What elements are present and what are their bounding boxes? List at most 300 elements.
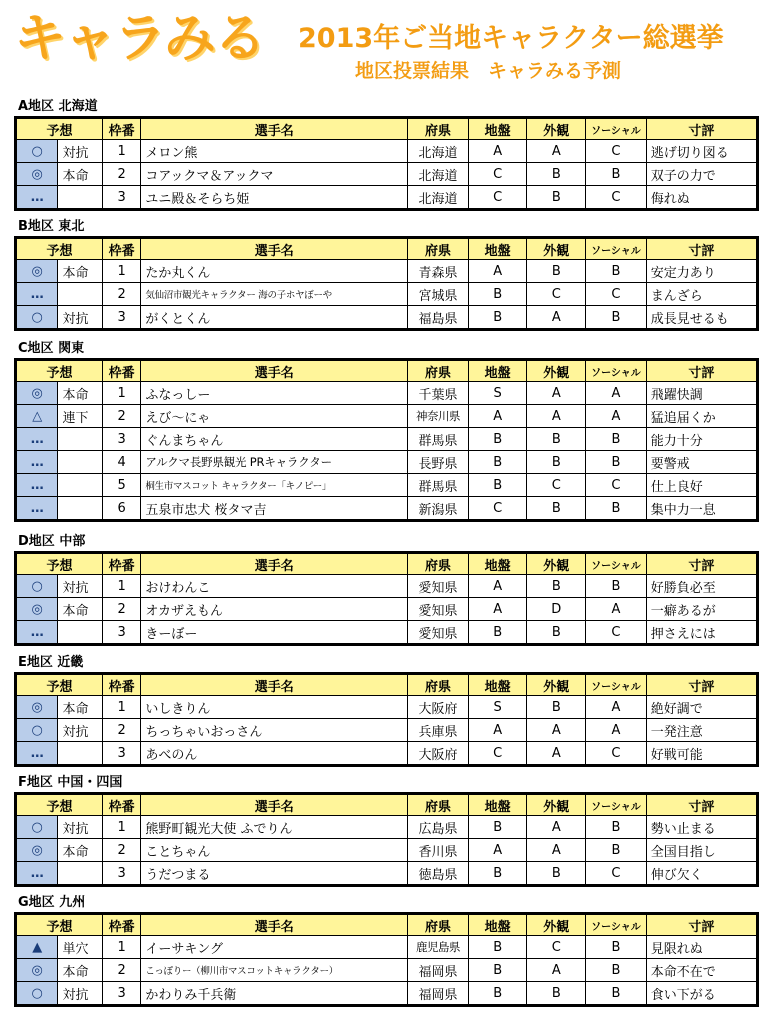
jiban-rating: A (468, 839, 527, 862)
column-header-social: ソーシャル (586, 118, 647, 140)
table-row (16, 382, 758, 405)
waku-number: 2 (102, 163, 140, 186)
comment: 伸び欠く (646, 862, 757, 886)
prediction-mark: ▲ (16, 936, 58, 959)
comment: 集中力一息 (646, 497, 757, 521)
gaikan-rating: C (527, 936, 586, 959)
character-name: メロン熊 (141, 140, 408, 163)
social-rating: B (586, 428, 647, 451)
prefecture: 大阪府 (408, 742, 469, 766)
waku-number: 1 (102, 696, 140, 719)
region-table (14, 912, 759, 1007)
jiban-rating: B (468, 816, 527, 839)
prediction-mark: … (16, 497, 58, 521)
column-header-waku: 枠番 (102, 360, 140, 382)
waku-number: 1 (102, 936, 140, 959)
comment: 勢い止まる (646, 816, 757, 839)
column-header-name: 選手名 (141, 794, 408, 816)
social-rating: B (586, 936, 647, 959)
prefecture: 新潟県 (408, 497, 469, 521)
social-rating: A (586, 382, 647, 405)
waku-number: 2 (102, 839, 140, 862)
header-row (16, 553, 758, 575)
character-name: がくとくん (141, 306, 408, 330)
prediction-mark: ○ (16, 575, 58, 598)
column-header-jiban: 地盤 (468, 794, 527, 816)
prefecture: 兵庫県 (408, 719, 469, 742)
jiban-rating: S (468, 382, 527, 405)
social-rating: B (586, 306, 647, 330)
prediction-label (58, 186, 102, 210)
jiban-rating: C (468, 163, 527, 186)
character-name: 気仙沼市観光キャラクター 海の子ホヤぼーや (141, 283, 408, 306)
column-header-prediction: 予想 (16, 674, 103, 696)
region-table (14, 358, 759, 522)
comment: 安定力あり (646, 260, 757, 283)
column-header-jiban: 地盤 (468, 914, 527, 936)
column-header-comment: 寸評 (646, 360, 757, 382)
gaikan-rating: B (527, 696, 586, 719)
column-header-pref: 府県 (408, 238, 469, 260)
header-row (16, 118, 758, 140)
comment: 絶好調で (646, 696, 757, 719)
region-title: F地区 中国・四国 (18, 775, 123, 790)
gaikan-rating: B (527, 163, 586, 186)
prediction-label: 本命 (58, 959, 102, 982)
prediction-label: 単穴 (58, 936, 102, 959)
jiban-rating: B (468, 451, 527, 474)
prediction-mark: ◎ (16, 839, 58, 862)
column-header-jiban: 地盤 (468, 238, 527, 260)
column-header-comment: 寸評 (646, 674, 757, 696)
character-name: コアックマ＆アックマ (141, 163, 408, 186)
column-header-name: 選手名 (141, 238, 408, 260)
table-row (16, 306, 758, 330)
social-rating: C (586, 621, 647, 645)
character-name: ふなっしー (141, 382, 408, 405)
waku-number: 1 (102, 140, 140, 163)
waku-number: 2 (102, 283, 140, 306)
column-header-gaikan: 外観 (527, 360, 586, 382)
comment: 一発注意 (646, 719, 757, 742)
comment: 好戦可能 (646, 742, 757, 766)
jiban-rating: A (468, 140, 527, 163)
jiban-rating: B (468, 982, 527, 1006)
prediction-label (58, 451, 102, 474)
prediction-label: 本命 (58, 598, 102, 621)
social-rating: A (586, 719, 647, 742)
social-rating: B (586, 163, 647, 186)
column-header-pref: 府県 (408, 794, 469, 816)
column-header-comment: 寸評 (646, 238, 757, 260)
column-header-comment: 寸評 (646, 553, 757, 575)
comment: 一癖あるが (646, 598, 757, 621)
column-header-gaikan: 外観 (527, 914, 586, 936)
jiban-rating: B (468, 306, 527, 330)
header-row (16, 360, 758, 382)
prefecture: 群馬県 (408, 428, 469, 451)
region-title: E地区 近畿 (18, 655, 84, 670)
column-header-waku: 枠番 (102, 794, 140, 816)
character-name: ちっちゃいおっさん (141, 719, 408, 742)
social-rating: B (586, 959, 647, 982)
jiban-rating: A (468, 598, 527, 621)
social-rating: A (586, 405, 647, 428)
jiban-rating: A (468, 575, 527, 598)
character-name: いしきりん (141, 696, 408, 719)
gaikan-rating: B (527, 186, 586, 210)
comment: 好勝負必至 (646, 575, 757, 598)
column-header-prediction: 予想 (16, 118, 103, 140)
column-header-gaikan: 外観 (527, 794, 586, 816)
region-title: A地区 北海道 (18, 99, 98, 114)
column-header-jiban: 地盤 (468, 674, 527, 696)
jiban-rating: B (468, 621, 527, 645)
region-section (14, 218, 759, 331)
character-name: ぐんまちゃん (141, 428, 408, 451)
gaikan-rating: A (527, 816, 586, 839)
waku-number: 1 (102, 382, 140, 405)
table-row (16, 862, 758, 886)
column-header-pref: 府県 (408, 360, 469, 382)
prediction-mark: … (16, 862, 58, 886)
table-row (16, 428, 758, 451)
waku-number: 4 (102, 451, 140, 474)
prefecture: 愛知県 (408, 575, 469, 598)
character-name: ユニ殿＆そらち姫 (141, 186, 408, 210)
social-rating: B (586, 497, 647, 521)
column-header-social: ソーシャル (586, 360, 647, 382)
social-rating: B (586, 260, 647, 283)
column-header-pref: 府県 (408, 553, 469, 575)
column-header-prediction: 予想 (16, 360, 103, 382)
prediction-mark: ○ (16, 816, 58, 839)
column-header-name: 選手名 (141, 118, 408, 140)
prefecture: 神奈川県 (408, 405, 469, 428)
jiban-rating: B (468, 862, 527, 886)
column-header-pref: 府県 (408, 674, 469, 696)
prediction-label (58, 474, 102, 497)
character-name: えび～にゃ (141, 405, 408, 428)
column-header-prediction: 予想 (16, 238, 103, 260)
gaikan-rating: B (527, 982, 586, 1006)
prediction-mark: ◎ (16, 959, 58, 982)
prefecture: 愛知県 (408, 598, 469, 621)
comment: 本命不在で (646, 959, 757, 982)
prediction-mark: △ (16, 405, 58, 428)
gaikan-rating: B (527, 621, 586, 645)
jiban-rating: B (468, 936, 527, 959)
column-header-prediction: 予想 (16, 914, 103, 936)
prediction-label (58, 497, 102, 521)
character-name: おけわんこ (141, 575, 408, 598)
table-row (16, 719, 758, 742)
prediction-label (58, 621, 102, 645)
waku-number: 6 (102, 497, 140, 521)
character-name: こっぽりー（柳川市マスコットキャラクター） (141, 959, 408, 982)
region-section (14, 774, 759, 887)
waku-number: 1 (102, 816, 140, 839)
gaikan-rating: A (527, 959, 586, 982)
comment: 食い下がる (646, 982, 757, 1006)
page-subtitle: 地区投票結果 キャラみる予測 (355, 60, 622, 82)
prefecture: 北海道 (408, 163, 469, 186)
jiban-rating: A (468, 260, 527, 283)
prediction-label: 本命 (58, 696, 102, 719)
prediction-label: 対抗 (58, 982, 102, 1006)
jiban-rating: B (468, 474, 527, 497)
table-row (16, 982, 758, 1006)
prediction-label: 連下 (58, 405, 102, 428)
social-rating: C (586, 186, 647, 210)
prediction-mark: … (16, 742, 58, 766)
waku-number: 2 (102, 719, 140, 742)
prediction-label (58, 428, 102, 451)
column-header-gaikan: 外観 (527, 674, 586, 696)
region-table (14, 792, 759, 887)
gaikan-rating: B (527, 428, 586, 451)
table-row (16, 163, 758, 186)
region-table (14, 672, 759, 767)
prediction-label (58, 862, 102, 886)
comment: 侮れぬ (646, 186, 757, 210)
jiban-rating: B (468, 959, 527, 982)
prediction-mark: … (16, 283, 58, 306)
prediction-label: 対抗 (58, 816, 102, 839)
waku-number: 2 (102, 959, 140, 982)
character-name: イーサキング (141, 936, 408, 959)
character-name: アルクマ長野県観光 PRキャラクター (141, 451, 408, 474)
column-header-comment: 寸評 (646, 914, 757, 936)
page-title: 2013年ご当地キャラクター総選挙 (298, 23, 724, 54)
prediction-mark: … (16, 428, 58, 451)
column-header-waku: 枠番 (102, 914, 140, 936)
prefecture: 北海道 (408, 186, 469, 210)
prefecture: 群馬県 (408, 474, 469, 497)
gaikan-rating: B (527, 260, 586, 283)
gaikan-rating: C (527, 283, 586, 306)
prefecture: 千葉県 (408, 382, 469, 405)
table-row (16, 696, 758, 719)
column-header-name: 選手名 (141, 674, 408, 696)
column-header-name: 選手名 (141, 914, 408, 936)
prefecture: 長野県 (408, 451, 469, 474)
prediction-label: 本命 (58, 163, 102, 186)
jiban-rating: A (468, 405, 527, 428)
gaikan-rating: A (527, 382, 586, 405)
table-row (16, 598, 758, 621)
table-row (16, 575, 758, 598)
character-name: オカザえもん (141, 598, 408, 621)
jiban-rating: A (468, 719, 527, 742)
character-name: あべのん (141, 742, 408, 766)
prefecture: 大阪府 (408, 696, 469, 719)
table-row (16, 283, 758, 306)
character-name: きーぼー (141, 621, 408, 645)
waku-number: 5 (102, 474, 140, 497)
gaikan-rating: A (527, 742, 586, 766)
column-header-social: ソーシャル (586, 553, 647, 575)
prediction-label (58, 283, 102, 306)
prediction-mark: … (16, 451, 58, 474)
jiban-rating: C (468, 497, 527, 521)
column-header-comment: 寸評 (646, 794, 757, 816)
column-header-waku: 枠番 (102, 238, 140, 260)
column-header-pref: 府県 (408, 914, 469, 936)
prediction-label: 対抗 (58, 575, 102, 598)
comment: 要警戒 (646, 451, 757, 474)
jiban-rating: B (468, 428, 527, 451)
character-name: かわりみ千兵衛 (141, 982, 408, 1006)
prediction-mark: … (16, 474, 58, 497)
comment: 能力十分 (646, 428, 757, 451)
prefecture: 宮城県 (408, 283, 469, 306)
jiban-rating: C (468, 186, 527, 210)
prediction-mark: ◎ (16, 696, 58, 719)
social-rating: B (586, 982, 647, 1006)
prediction-label: 本命 (58, 382, 102, 405)
prefecture: 香川県 (408, 839, 469, 862)
gaikan-rating: A (527, 306, 586, 330)
prediction-mark: ○ (16, 719, 58, 742)
column-header-gaikan: 外観 (527, 118, 586, 140)
prefecture: 青森県 (408, 260, 469, 283)
gaikan-rating: A (527, 719, 586, 742)
region-section (14, 894, 759, 1007)
region-section (14, 340, 759, 522)
prefecture: 福岡県 (408, 959, 469, 982)
table-row (16, 839, 758, 862)
gaikan-rating: B (527, 451, 586, 474)
waku-number: 3 (102, 862, 140, 886)
prediction-label: 本命 (58, 839, 102, 862)
table-row (16, 140, 758, 163)
prediction-mark: ○ (16, 306, 58, 330)
column-header-name: 選手名 (141, 553, 408, 575)
header-row (16, 238, 758, 260)
logo: キャラみる (14, 9, 265, 69)
header-row (16, 794, 758, 816)
gaikan-rating: C (527, 474, 586, 497)
comment: まんざら (646, 283, 757, 306)
jiban-rating: B (468, 283, 527, 306)
waku-number: 3 (102, 186, 140, 210)
comment: 見限れぬ (646, 936, 757, 959)
gaikan-rating: A (527, 140, 586, 163)
social-rating: B (586, 839, 647, 862)
social-rating: C (586, 474, 647, 497)
waku-number: 1 (102, 575, 140, 598)
comment: 飛躍快調 (646, 382, 757, 405)
comment: 全国目指し (646, 839, 757, 862)
prediction-mark: ◎ (16, 598, 58, 621)
table-row (16, 959, 758, 982)
table-row (16, 474, 758, 497)
column-header-prediction: 予想 (16, 553, 103, 575)
prefecture: 徳島県 (408, 862, 469, 886)
waku-number: 2 (102, 598, 140, 621)
gaikan-rating: B (527, 575, 586, 598)
prefecture: 広島県 (408, 816, 469, 839)
region-section (14, 654, 759, 767)
table-row (16, 621, 758, 645)
region-title: C地区 関東 (18, 341, 85, 356)
prediction-mark: ○ (16, 140, 58, 163)
social-rating: C (586, 862, 647, 886)
prediction-mark: ○ (16, 982, 58, 1006)
waku-number: 1 (102, 260, 140, 283)
prediction-mark: … (16, 186, 58, 210)
region-table (14, 236, 759, 331)
comment: 仕上良好 (646, 474, 757, 497)
gaikan-rating: B (527, 862, 586, 886)
column-header-jiban: 地盤 (468, 360, 527, 382)
header (0, 0, 775, 96)
table-row (16, 260, 758, 283)
table-row (16, 186, 758, 210)
column-header-social: ソーシャル (586, 914, 647, 936)
gaikan-rating: B (527, 497, 586, 521)
prediction-label (58, 742, 102, 766)
column-header-social: ソーシャル (586, 674, 647, 696)
region-section (14, 98, 759, 211)
prediction-label: 対抗 (58, 719, 102, 742)
column-header-social: ソーシャル (586, 794, 647, 816)
table-row (16, 742, 758, 766)
prediction-label: 対抗 (58, 140, 102, 163)
prefecture: 鹿児島県 (408, 936, 469, 959)
prediction-mark: ◎ (16, 260, 58, 283)
header-row (16, 914, 758, 936)
gaikan-rating: D (527, 598, 586, 621)
region-table (14, 551, 759, 646)
comment: 成長見せるも (646, 306, 757, 330)
column-header-waku: 枠番 (102, 553, 140, 575)
character-name: うだつまる (141, 862, 408, 886)
table-row (16, 497, 758, 521)
waku-number: 3 (102, 742, 140, 766)
region-title: B地区 東北 (18, 219, 85, 234)
table-row (16, 936, 758, 959)
jiban-rating: C (468, 742, 527, 766)
gaikan-rating: A (527, 405, 586, 428)
waku-number: 3 (102, 428, 140, 451)
social-rating: C (586, 742, 647, 766)
column-header-social: ソーシャル (586, 238, 647, 260)
prediction-mark: … (16, 621, 58, 645)
waku-number: 2 (102, 405, 140, 428)
prefecture: 北海道 (408, 140, 469, 163)
jiban-rating: S (468, 696, 527, 719)
waku-number: 3 (102, 621, 140, 645)
prefecture: 愛知県 (408, 621, 469, 645)
character-name: たか丸くん (141, 260, 408, 283)
character-name: 五泉市忠犬 桜タマ吉 (141, 497, 408, 521)
header-row (16, 674, 758, 696)
comment: 押さえには (646, 621, 757, 645)
prediction-label: 対抗 (58, 306, 102, 330)
prefecture: 福島県 (408, 306, 469, 330)
social-rating: B (586, 451, 647, 474)
column-header-comment: 寸評 (646, 118, 757, 140)
comment: 猛追届くか (646, 405, 757, 428)
table-row (16, 816, 758, 839)
column-header-gaikan: 外観 (527, 553, 586, 575)
column-header-waku: 枠番 (102, 118, 140, 140)
social-rating: B (586, 575, 647, 598)
social-rating: A (586, 696, 647, 719)
table-row (16, 451, 758, 474)
